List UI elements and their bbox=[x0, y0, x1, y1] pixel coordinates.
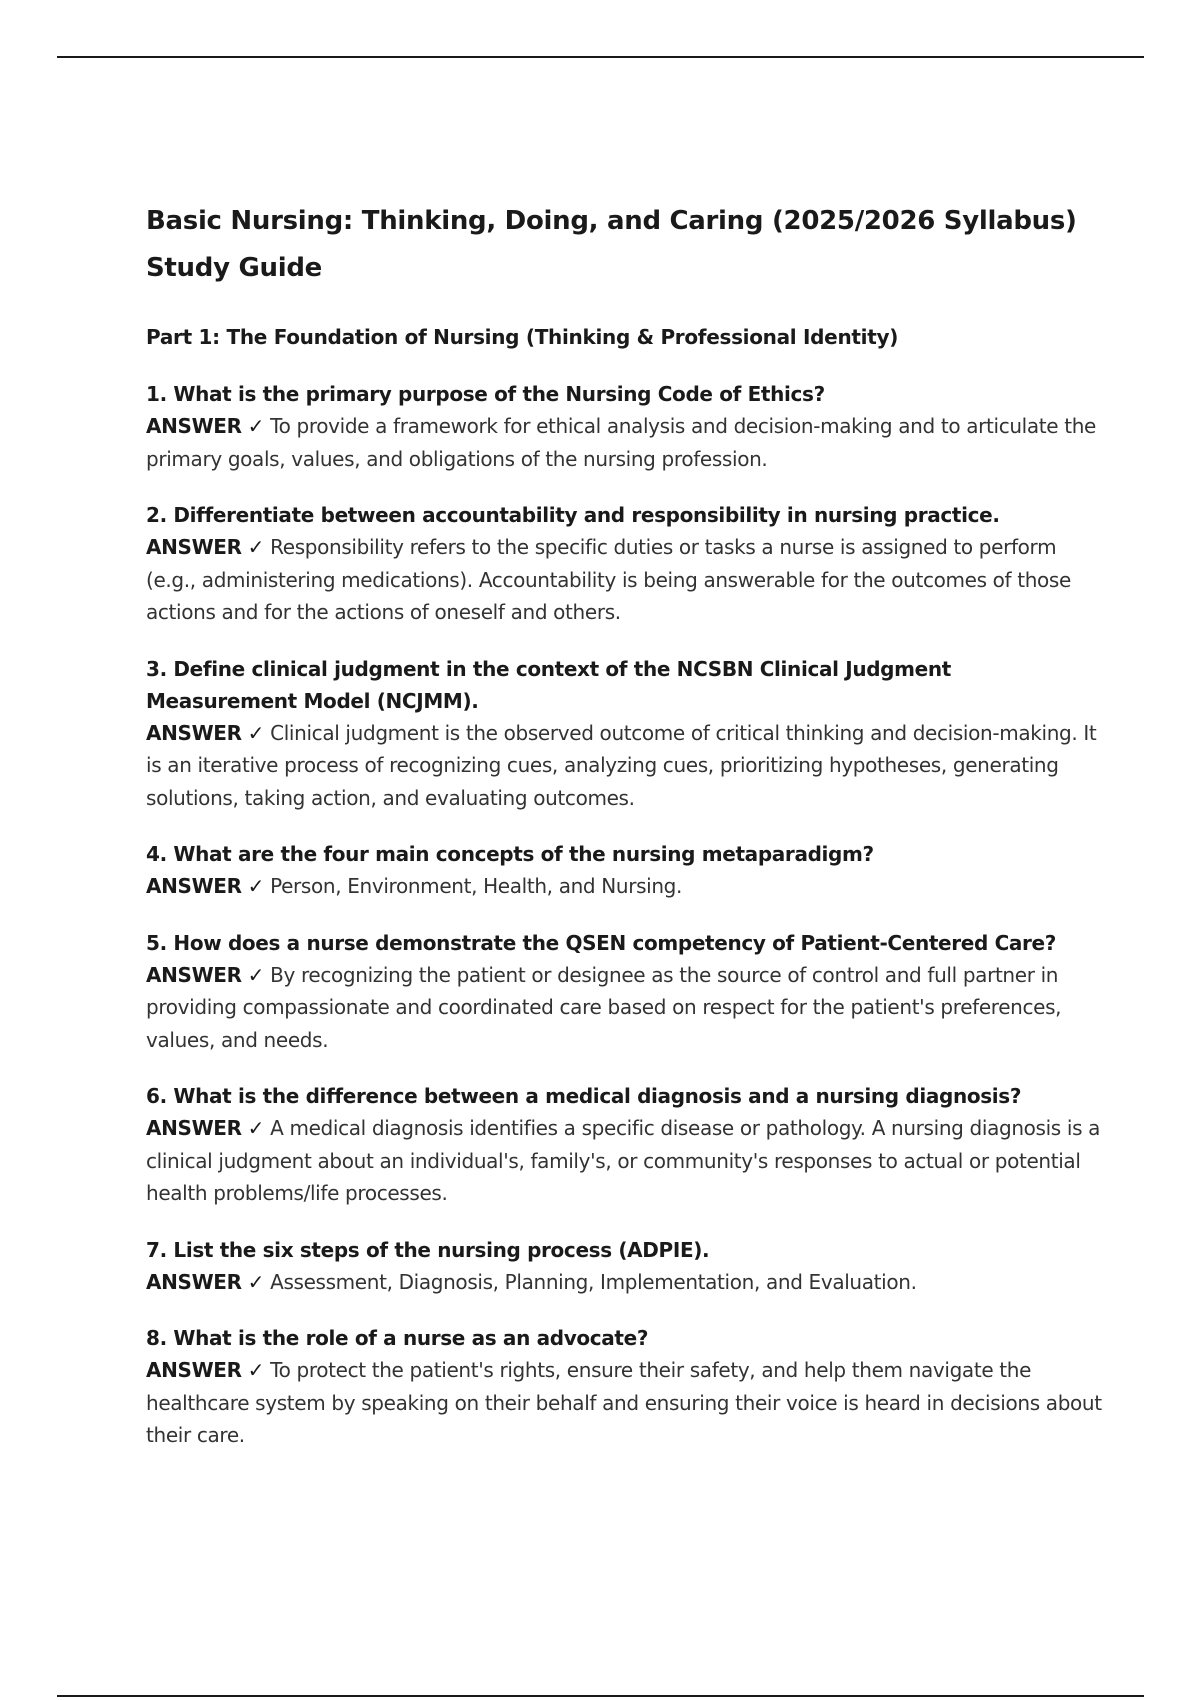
question-text: 6. What is the difference between a medical diagnosis and a nursing diagnosis? bbox=[146, 1084, 1022, 1108]
answer-paragraph bbox=[146, 959, 1106, 1057]
answer-text: To provide a framework for ethical analysis and decision-making and to articulate the primary goals, values, and obligations of the nursing profession. bbox=[146, 414, 1097, 471]
qa-item bbox=[146, 838, 1106, 903]
qa-item bbox=[146, 1322, 1106, 1452]
document-body bbox=[146, 198, 1106, 1476]
qa-item bbox=[146, 927, 1106, 1057]
checkmark-icon: ✓ bbox=[247, 962, 265, 987]
answer-paragraph bbox=[146, 1266, 1106, 1299]
answer-label: ANSWER bbox=[146, 414, 242, 438]
qa-item bbox=[146, 653, 1106, 815]
answer-paragraph bbox=[146, 1112, 1106, 1210]
answer-text: Person, Environment, Health, and Nursing. bbox=[270, 874, 683, 898]
checkmark-icon: ✓ bbox=[247, 720, 265, 745]
question-text: 4. What are the four main concepts of the nursing metaparadigm? bbox=[146, 842, 874, 866]
answer-label: ANSWER bbox=[146, 1358, 242, 1382]
checkmark-icon: ✓ bbox=[247, 874, 265, 898]
question-text: 1. What is the primary purpose of the Nursing Code of Ethics? bbox=[146, 382, 825, 406]
checkmark-icon: ✓ bbox=[247, 1269, 265, 1294]
qa-item bbox=[146, 1080, 1106, 1210]
qa-item bbox=[146, 1234, 1106, 1299]
answer-text: Assessment, Diagnosis, Planning, Implementation, and Evaluation. bbox=[270, 1269, 917, 1294]
question-text: 7. List the six steps of the nursing process (ADPIE). bbox=[146, 1237, 710, 1262]
header-rule bbox=[57, 56, 1144, 58]
answer-label: ANSWER bbox=[146, 720, 242, 745]
answer-paragraph bbox=[146, 410, 1106, 475]
answer-paragraph bbox=[146, 531, 1106, 629]
answer-label: ANSWER bbox=[146, 962, 242, 987]
answer-text: By recognizing the patient or designee as the source of control and full partner in providing compassionate and coordinated care based on respect for the patient's preferences, values, and needs. bbox=[146, 962, 1062, 1052]
question-text: 5. How does a nurse demonstrate the QSEN competency of Patient-Centered Care? bbox=[146, 930, 1057, 955]
part-heading: Part 1: The Foundation of Nursing (Thinking & Professional Identity) bbox=[146, 325, 899, 349]
answer-label: ANSWER bbox=[146, 1269, 242, 1294]
answer-paragraph bbox=[146, 870, 1106, 903]
checkmark-icon: ✓ bbox=[247, 1358, 265, 1382]
footer-rule bbox=[57, 1695, 1144, 1697]
question-text: 2. Differentiate between accountability and responsibility in nursing practice. bbox=[146, 503, 1000, 527]
document-title: Basic Nursing: Thinking, Doing, and Caring (2025/2026 Syllabus) Study Guide bbox=[146, 206, 1077, 283]
question-text: 8. What is the role of a nurse as an advocate? bbox=[146, 1326, 649, 1350]
checkmark-icon: ✓ bbox=[247, 414, 265, 438]
answer-text: A medical diagnosis identifies a specific disease or pathology. A nursing diagnosis is a clinical judgment about an individual's, family's, or community's responses to actual or potential health problems/life processes. bbox=[146, 1116, 1101, 1205]
qa-item bbox=[146, 499, 1106, 629]
answer-text: To protect the patient's rights, ensure their safety, and help them navigate the healthcare system by speaking on their behalf and ensuring their voice is heard in decisions about their care. bbox=[146, 1358, 1102, 1447]
answer-paragraph bbox=[146, 1354, 1106, 1452]
qa-item bbox=[146, 378, 1106, 475]
checkmark-icon: ✓ bbox=[247, 1116, 265, 1140]
answer-label: ANSWER bbox=[146, 535, 242, 559]
answer-paragraph bbox=[146, 717, 1106, 815]
answer-text: Responsibility refers to the specific duties or tasks a nurse is assigned to perform (e.g., administering medications). Accountability is being answerable for the outcomes of those actions and for the actions of oneself and others. bbox=[146, 535, 1071, 624]
answer-text: Clinical judgment is the observed outcome of critical thinking and decision-making. It is an iterative process of recognizing cues, analyzing cues, prioritizing hypotheses, generating solutions, taking action, and evaluating outcomes. bbox=[146, 720, 1097, 810]
answer-label: ANSWER bbox=[146, 874, 242, 898]
answer-label: ANSWER bbox=[146, 1116, 242, 1140]
qa-list bbox=[146, 378, 1106, 1452]
question-text: 3. Define clinical judgment in the context of the NCSBN Clinical Judgment Measurement Model (NCJMM). bbox=[146, 656, 951, 713]
checkmark-icon: ✓ bbox=[247, 535, 265, 559]
